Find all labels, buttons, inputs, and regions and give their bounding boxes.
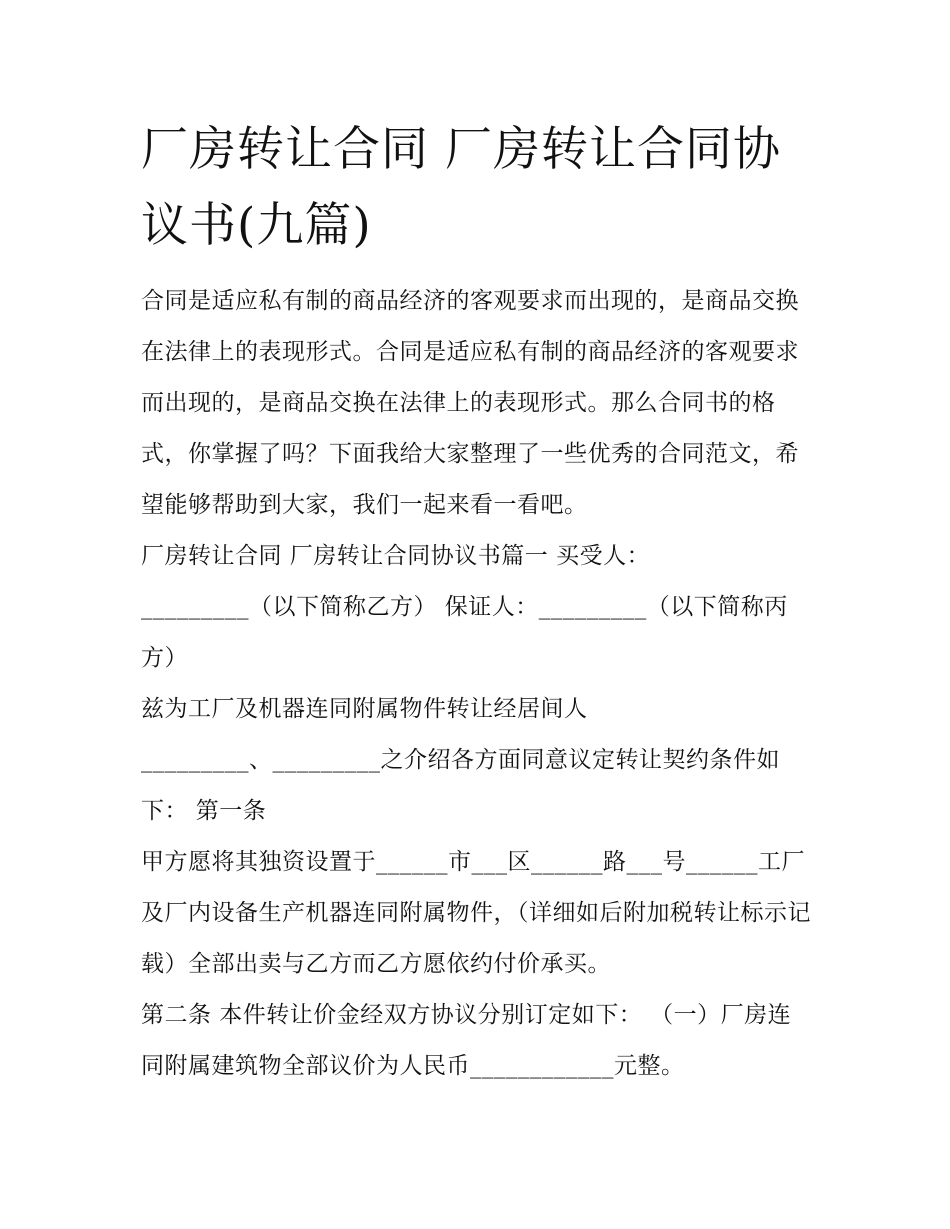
- document-page: [141, 112, 813, 1092]
- article-two-paragraph: 第二条 本件转让价金经双方协议分别订定如下： （一）厂房连同附属建筑物全部议价为人民币____________元整。: [141, 1002, 792, 1079]
- intermediary-line: _________、_________之介绍各方面同意议定转让契约条件如下： 第一条: [141, 747, 780, 824]
- parties-line: _________（以下简称乙方） 保证人：_________（以下简称丙方）: [141, 594, 788, 671]
- document-title: 厂房转让合同 厂房转让合同协议书(九篇): [141, 122, 781, 253]
- article-one-paragraph: 甲方愿将其独资设置于______市___区______路___号______工厂及厂内设备生产机器连同附属物件，（详细如后附加税转让标示记载）全部出卖与乙方而乙方愿依约付价承买。: [141, 849, 811, 977]
- contract-heading-line: 厂房转让合同 厂房转让合同协议书篇一 买受人：: [141, 543, 651, 569]
- intro-paragraph: 合同是适应私有制的商品经济的客观要求而出现的，是商品交换在法律上的表现形式。合同是适应私有制的商品经济的客观要求而出现的，是商品交换在法律上的表现形式。那么合同书的格式，你掌握了吗？下面我给大家整理了一些优秀的合同范文，希望能够帮助到大家，我们一起来看一看吧。: [141, 288, 799, 518]
- transfer-intro-line: 兹为工厂及机器连同附属物件转让经居间人: [141, 696, 588, 722]
